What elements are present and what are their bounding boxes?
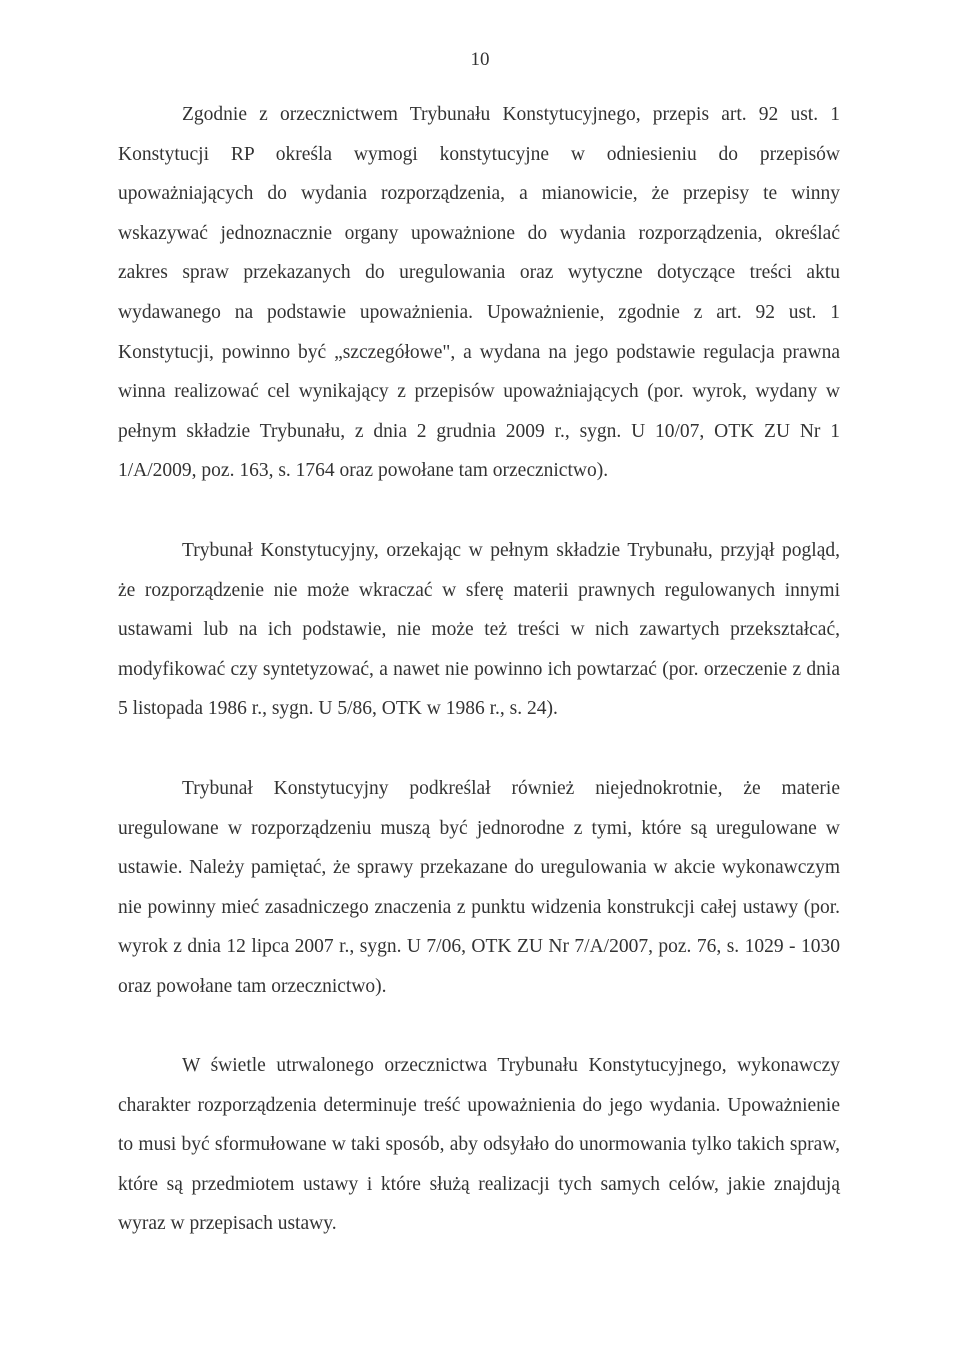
paragraph-4: W świetle utrwalonego orzecznictwa Trybunału Konstytucyjnego, wykonawczy charakter rozporządzenia determinuje treść upoważnienia do jego wydania. Upoważnienie to musi być sformułowane w taki sposób, aby odsyłało do unormowania tylko takich spraw, które są przedmiotem ustawy i które służą realizacji tych samych celów, jakie znajdują wyraz w przepisach ustawy.	[118, 1055, 840, 1235]
paragraph-2: Trybunał Konstytucyjny, orzekając w pełnym składzie Trybunału, przyjął pogląd, że rozporządzenie nie może wkraczać w sferę materii prawnych regulowanych innymi ustawami lub na ich podstawie, nie może też treści w nich zawartych przekształcać, modyfikować czy syntetyzować, a nawet nie powinno ich powtarzać (por. orzeczenie z dnia 5 listopada 1986 r., sygn. U 5/86, OTK w 1986 r., s. 24).	[118, 540, 840, 720]
paragraph-1: Zgodnie z orzecznictwem Trybunału Konstytucyjnego, przepis art. 92 ust. 1 Konstytucji RP określa wymogi konstytucyjne w odniesieniu do przepisów upoważniających do wydania rozporządzenia, a mianowicie, że przepisy te winny wskazywać jednoznacznie organy upoważnione do wydania rozporządzenia, określać zakres spraw przekazanych do uregulowania oraz wytyczne dotyczące treści aktu wydawanego na podstawie upoważnienia. Upoważnienie, zgodnie z art. 92 ust. 1 Konstytucji, powinno być „szczegółowe", a wydana na jego podstawie regulacja prawna winna realizować cel wynikający z przepisów upoważniających (por. wyrok, wydany w pełnym składzie Trybunału, z dnia 2 grudnia 2009 r., sygn. U 10/07, OTK ZU Nr 1 1/A/2009, poz. 163, s. 1764 oraz powołane tam orzecznictwo).	[118, 104, 840, 482]
paragraph-3: Trybunał Konstytucyjny podkreślał również niejednokrotnie, że materie uregulowane w rozporządzeniu muszą być jednorodne z tymi, które są uregulowane w ustawie. Należy pamiętać, że sprawy przekazane do uregulowania w akcie wykonawczym nie powinny mieć zasadniczego znaczenia z punktu widzenia konstrukcji całej ustawy (por. wyrok z dnia 12 lipca 2007 r., sygn. U 7/06, OTK ZU Nr 7/A/2007, poz. 76, s. 1029 - 1030 oraz powołane tam orzecznictwo).	[118, 778, 840, 997]
page-number: 10	[470, 49, 490, 70]
